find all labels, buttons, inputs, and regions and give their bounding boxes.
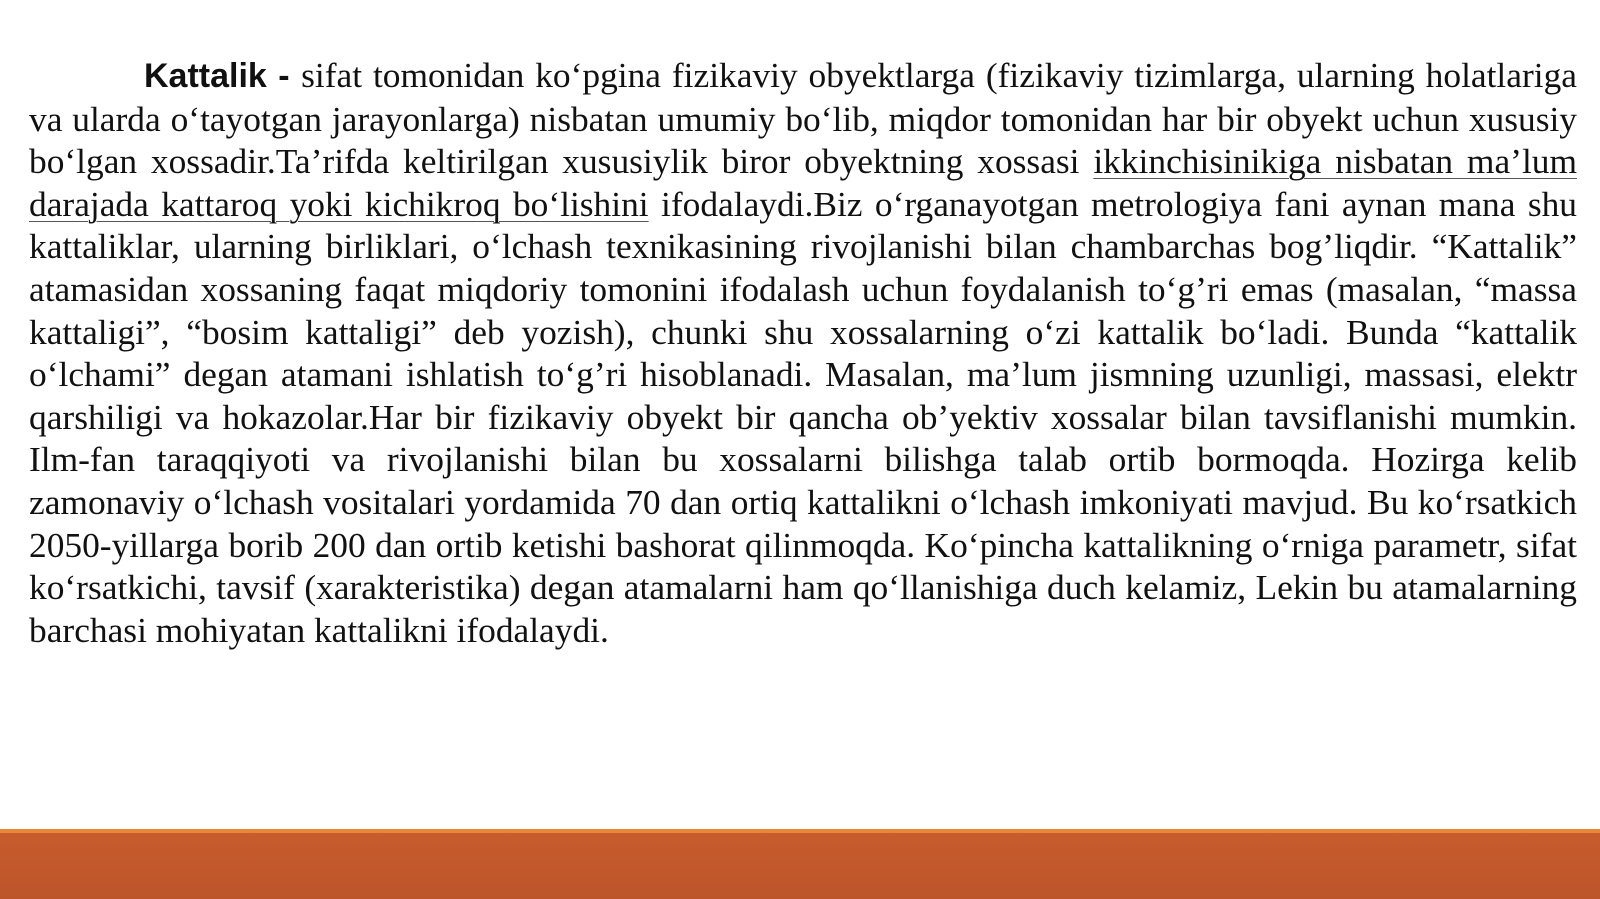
term-dash: - <box>266 57 302 95</box>
slide-body <box>29 54 1577 651</box>
paragraph-text-part-2: ifodalaydi.Biz o‘rganayotgan metrologiya fani aynan mana shu kattaliklar, ularning birliklari, o‘lchash texnikasining rivojlanishi bilan chambarchas bog’liqdir. “Kattalik” atamasidan xossaning faqat miqdoriy tomonini ifodalash uchun foydalanish to‘g’ri emas (masalan, “massa kattaligi”, “bosim kattaligi” deb yozish), chunki shu xossalarning o‘zi kattalik bo‘ladi. Bunda “kattalik o‘lchami” degan atamani ishlatish to‘g’ri hisoblanadi. Masalan, ma’lum jismning uzunligi, massasi, elektr qarshiligi va hokazolar.Har bir fizikaviy obyekt bir qancha ob’yektiv xossalar bilan tavsiflanishi mumkin. Ilm-fan taraqqiyoti va rivojlanishi bilan bu xossalarni bilishga talab ortib bormoqda. Hozirga kelib zamonaviy o‘lchash vositalari yordamida 70 dan ortiq kattalikni o‘lchash imkoniyati mavjud. Bu ko‘rsatkich 2050-yillarga borib 200 dan ortib ketishi bashorat qilinmoqda. Ko‘pincha kattalikning o‘rniga parametr, sifat ko‘rsatkichi, tavsif (xarakteristika) degan atamalarni ham qo‘llanishiga duch kelamiz, Lekin bu atamalarning barchasi mohiyatan kattalikni ifodalaydi. <box>29 183 1577 650</box>
paragraph-text-part-1: sifat tomonidan ko‘pgina fizikaviy obyektlarga (fizikaviy tizimlarga, ularning holatlariga va ularda o‘tayotgan jarayonlarga) nisbatan umumiy bo‘lib, miqdor tomonidan har bir obyekt uchun xususiy bo‘lgan xossadir.Ta’rifda keltirilgan xususiylik biror obyektning xossasi <box>29 55 1577 182</box>
footer-bar <box>0 833 1600 899</box>
underlined-phrase: ikkinchisinikiga nisbatan ma’lum darajada kattaroq yoki kichikroq bo‘lishini <box>29 141 1578 224</box>
term-heading: Kattalik <box>144 57 267 95</box>
definition-paragraph <box>29 54 1577 651</box>
